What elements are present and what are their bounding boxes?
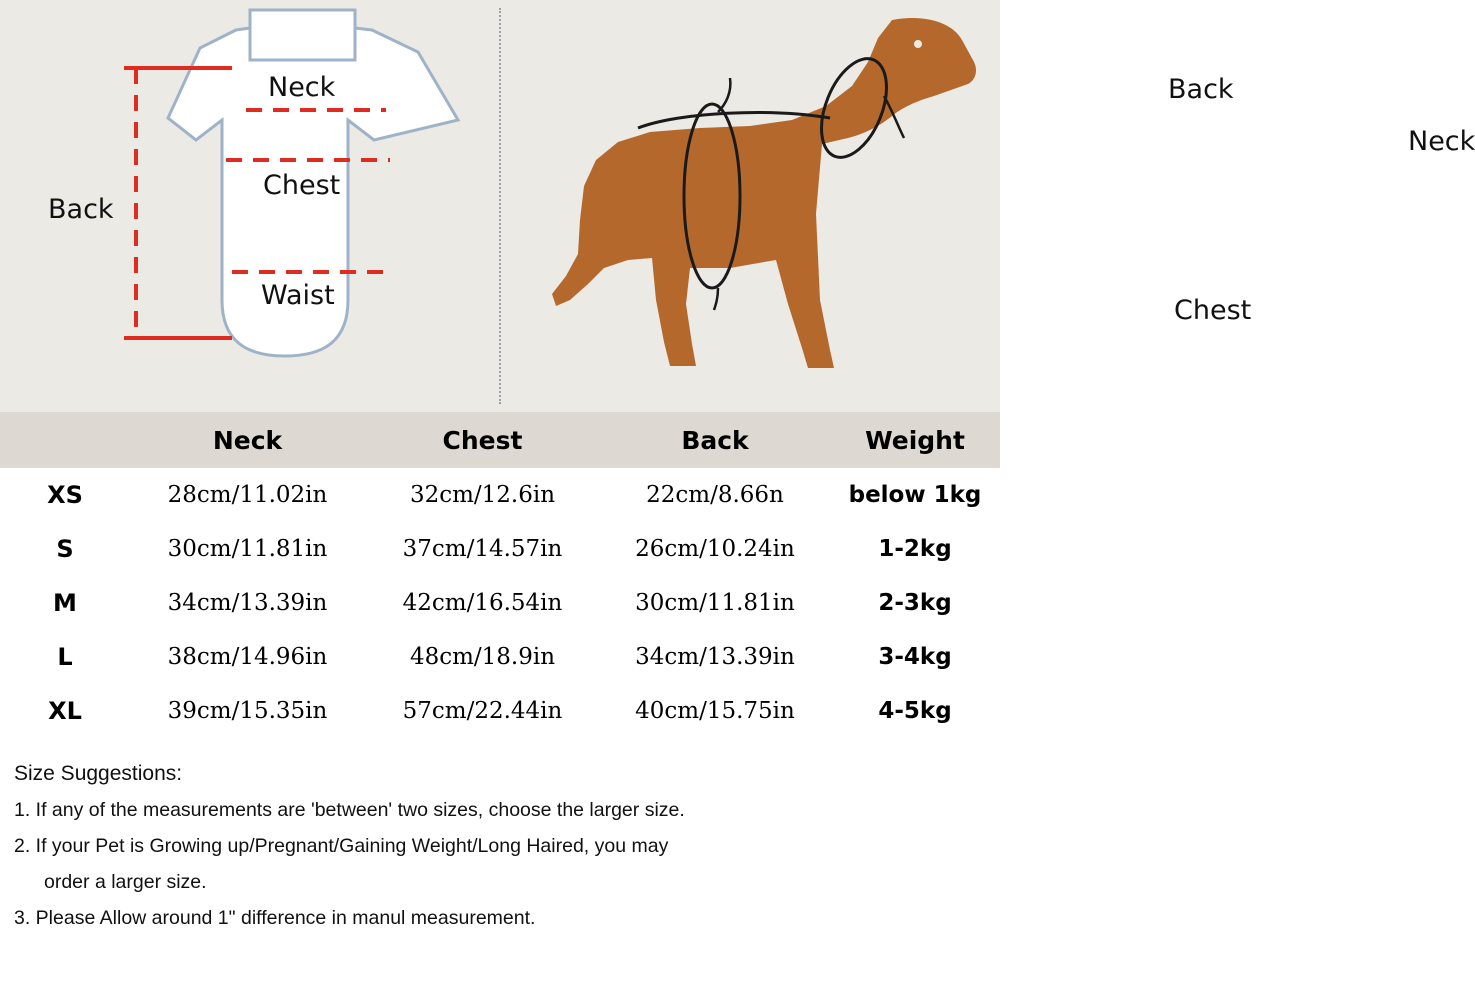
column-header-chest: Chest: [442, 426, 523, 455]
cell-chest: 37cm/14.57in: [365, 522, 600, 576]
cell-size: L: [0, 630, 130, 684]
garment-waist-label: Waist: [261, 280, 335, 311]
garment-back-label: Back: [48, 194, 114, 225]
cell-weight: 2-3kg: [830, 576, 1000, 630]
cell-neck: 39cm/15.35in: [130, 684, 365, 738]
cell-back: 34cm/13.39in: [600, 630, 830, 684]
garment-collar-shape: [250, 10, 355, 60]
column-header-back: Back: [681, 426, 749, 455]
dog-neck-label: Neck: [1408, 126, 1475, 157]
size-suggestions-section: [0, 738, 1000, 931]
suggestion-item-2: 2. If your Pet is Growing up/Pregnant/Gaining Weight/Long Haired, you may: [14, 834, 669, 857]
dog-svg: [500, 0, 1000, 412]
cell-neck: 38cm/14.96in: [130, 630, 365, 684]
cell-size: S: [0, 522, 130, 576]
cell-neck: 28cm/11.02in: [130, 468, 365, 522]
column-header-weight: Weight: [865, 426, 965, 455]
dog-diagram: [500, 0, 1475, 412]
suggestion-item-3: 3. Please Allow around 1" difference in manul measurement.: [14, 906, 536, 929]
garment-neck-label: Neck: [268, 72, 336, 103]
dog-body-shape: [552, 18, 976, 368]
suggestion-item-2-continued: order a larger size.: [44, 870, 207, 893]
cell-chest: 32cm/12.6in: [365, 468, 600, 522]
table-row: [0, 684, 1000, 738]
dog-chest-label: Chest: [1174, 295, 1252, 326]
cell-neck: 34cm/13.39in: [130, 576, 365, 630]
cell-size: M: [0, 576, 130, 630]
size-table-container: [0, 412, 1000, 738]
table-row: [0, 576, 1000, 630]
table-row: [0, 630, 1000, 684]
table-header-row: [0, 412, 1000, 468]
cell-size: XS: [0, 468, 130, 522]
illustration-band: [0, 0, 1475, 412]
cell-back: 26cm/10.24in: [600, 522, 830, 576]
cell-chest: 42cm/16.54in: [365, 576, 600, 630]
cell-back: 30cm/11.81in: [600, 576, 830, 630]
cell-back: 40cm/15.75in: [600, 684, 830, 738]
column-header-neck: Neck: [212, 426, 283, 455]
table-row: [0, 468, 1000, 522]
cell-size: XL: [0, 684, 130, 738]
cell-chest: 57cm/22.44in: [365, 684, 600, 738]
size-suggestions-title: Size Suggestions:: [14, 762, 183, 785]
cell-weight: 3-4kg: [830, 630, 1000, 684]
column-header-size: [0, 412, 130, 468]
cell-weight: 1-2kg: [830, 522, 1000, 576]
table-body: [0, 468, 1000, 738]
cell-chest: 48cm/18.9in: [365, 630, 600, 684]
table-header: [0, 412, 1000, 468]
cell-neck: 30cm/11.81in: [130, 522, 365, 576]
dog-chest-leader-line: [714, 288, 718, 310]
cell-weight: below 1kg: [830, 468, 1000, 522]
size-table: [0, 412, 1000, 738]
cell-back: 22cm/8.66n: [600, 468, 830, 522]
dog-back-label: Back: [1168, 74, 1234, 105]
table-row: [0, 522, 1000, 576]
cell-weight: 4-5kg: [830, 684, 1000, 738]
garment-diagram: [0, 0, 500, 412]
suggestion-item-1: 1. If any of the measurements are 'between' two sizes, choose the larger size.: [14, 799, 685, 821]
dog-eye: [914, 40, 922, 48]
garment-chest-label: Chest: [263, 170, 341, 201]
